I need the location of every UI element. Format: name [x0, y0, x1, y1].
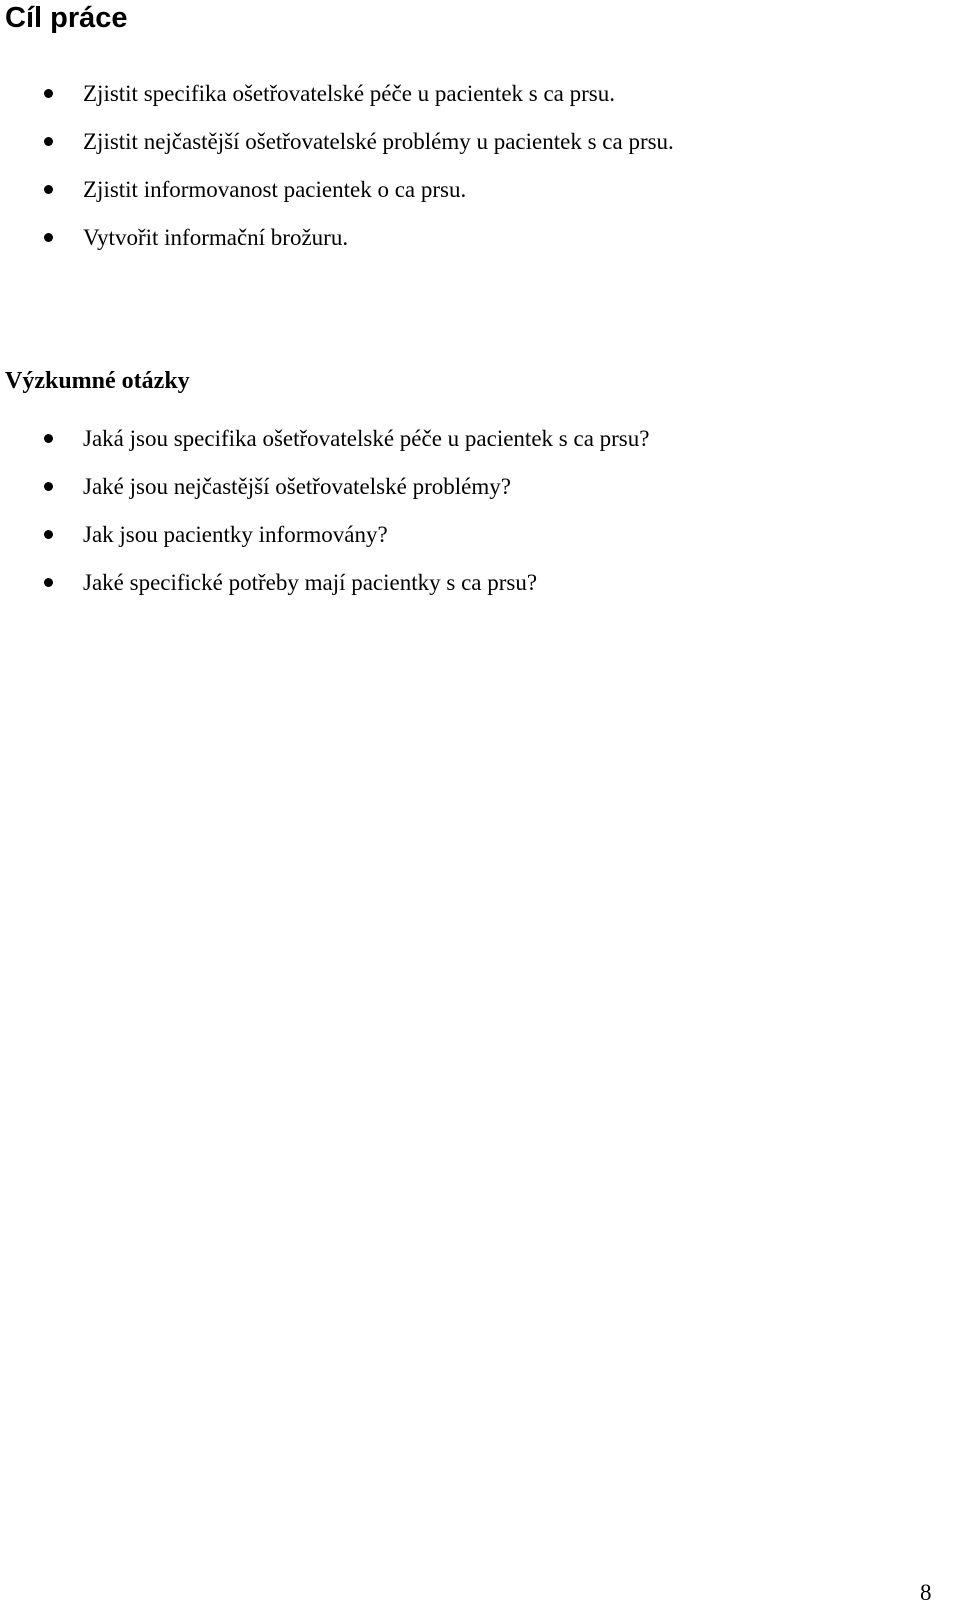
section-heading: Výzkumné otázky [5, 368, 190, 394]
bullet-icon [44, 434, 53, 443]
question-text: Jaké specifické potřeby mají pacientky s ca prsu? [83, 570, 538, 595]
page-title: Cíl práce [5, 2, 128, 34]
goal-text: Vytvořit informační brožuru. [83, 225, 349, 250]
bullet-icon [44, 233, 53, 242]
goal-text: Zjistit specifika ošetřovatelské péče u pacientek s ca prsu. [83, 81, 615, 106]
bullet-icon [44, 185, 53, 194]
goal-text: Zjistit informovanost pacientek o ca prsu. [83, 177, 467, 202]
bullet-icon [44, 578, 53, 587]
bullet-icon [44, 530, 53, 539]
question-text: Jak jsou pacientky informovány? [83, 522, 388, 547]
bullet-icon [44, 137, 53, 146]
bullet-icon [44, 89, 53, 98]
page-number: 8 [920, 1580, 932, 1605]
goal-text: Zjistit nejčastější ošetřovatelské problémy u pacientek s ca prsu. [83, 129, 674, 154]
bullet-icon [44, 482, 53, 491]
question-text: Jaké jsou nejčastější ošetřovatelské problémy? [83, 474, 511, 499]
question-text: Jaká jsou specifika ošetřovatelské péče u pacientek s ca prsu? [83, 426, 650, 451]
